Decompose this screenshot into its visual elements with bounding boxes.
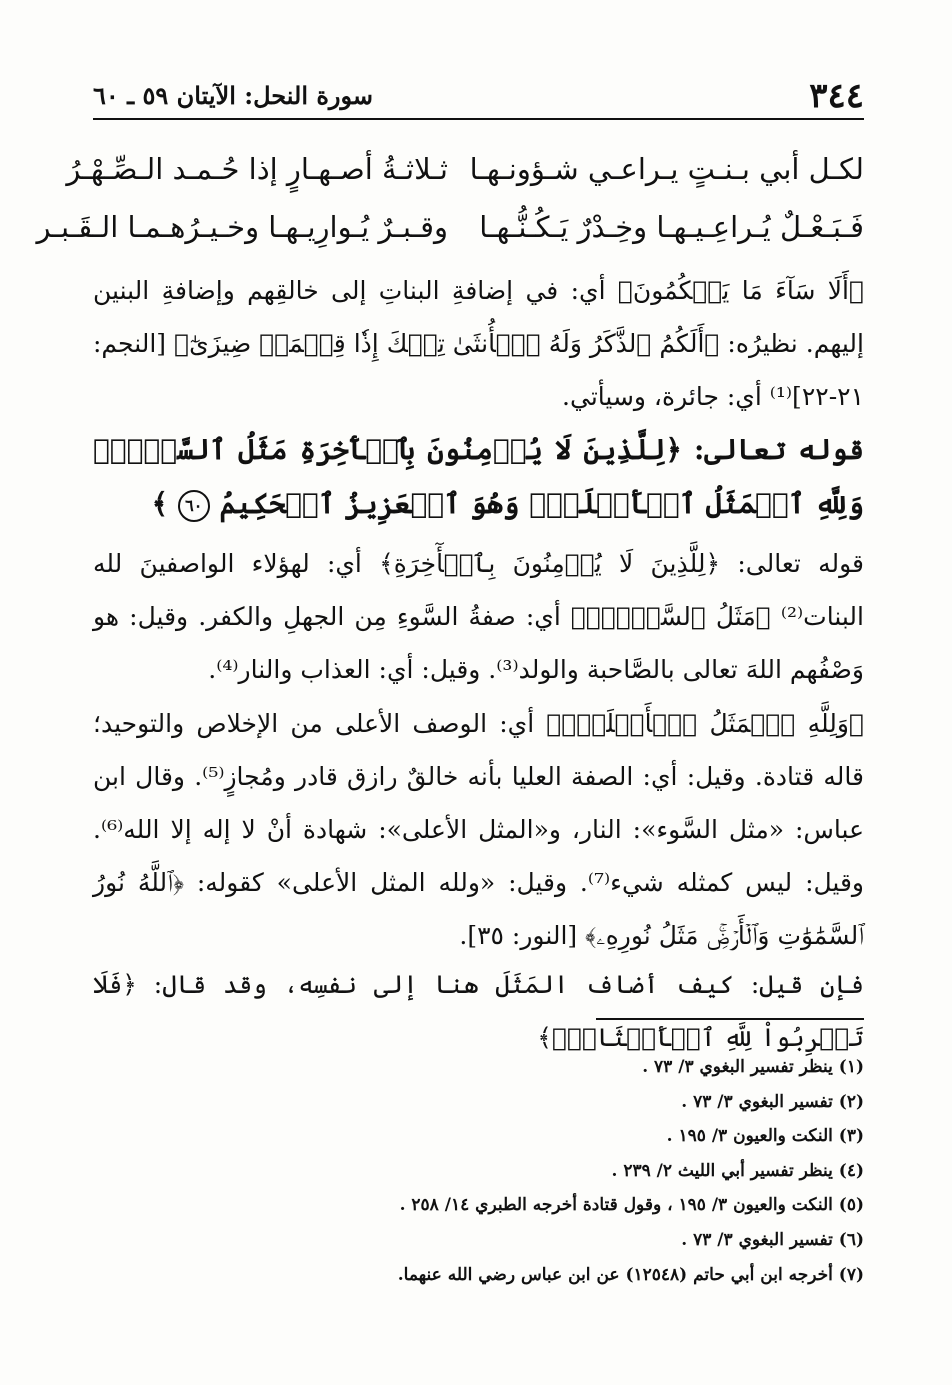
footnote: (٤) ينظر تفسير أبي الليث ٢/ ٢٣٩ .	[611, 1160, 864, 1181]
heading-lead: قوله تعالى:	[693, 433, 864, 466]
paragraph: ﴿أَلَا سَآءَ مَا يَحۡكُمُونَ﴾ أي: في إضافةِ البناتِ إلى خالقِهم وإضافةِ البنين إليهم. نظيرُه: ﴿أَلَكُمُ ٱلذَّكَرُ وَلَهُ ٱلۡأُنثَىٰ تِلۡكَ إِذٗا قِسۡمَةٞ ضِيزَىٰٓ﴾ [النجم: ٢١-٢٢]⁽¹⁾ أي: جائرة، وسيأتي.	[93, 276, 864, 411]
paragraph: ﴿وَلِلَّهِ ٱلۡمَثَلُ ٱلۡأَعۡلَىٰۚ﴾ أي: الوصف الأعلى من الإخلاص والتوحيد؛ قاله قتادة. وقيل: أي: الصفة العليا بأنه خالقٌ رازق قادر ومُجازٍ⁽⁵⁾. وقال ابن عباس: «مثل السَّوء»: النار، و«المثل الأعلى»: شهادة أنْ لا إله إلا الله⁽⁶⁾. وقيل: ليس كمثله شيء⁽⁷⁾. وقيل: «ولله المثل الأعلى» كقوله: ﴿ٱللَّهُ نُورُ ٱلسَّمَٰوَٰتِ وَٱلۡأَرۡضِۚ مَثَلُ نُورِهِۦ﴾ [النور: ٣٥].	[93, 709, 864, 950]
footnotes	[93, 1050, 864, 1292]
poem-hemistich-second: ثـلاثـةُ أصـهـارٍ إذا حُـمـد الـصِّـهْـرُ	[66, 152, 448, 186]
footnote: (٢) تفسير البغوي ٣/ ٧٣ .	[681, 1091, 864, 1112]
verse-heading	[93, 423, 864, 531]
header-rule	[93, 118, 864, 120]
footnote: (٥) النكت والعيون ٣/ ١٩٥ ، وقول قتادة أخرجه الطبري ١٤/ ٢٥٨ .	[399, 1195, 864, 1216]
footnote: (٧) أخرجه ابن أبي حاتم (١٢٥٤٨) عن ابن عباس رضي الله عنهما.	[397, 1264, 864, 1285]
poem-hemistich-first: لكـل أبي بـنـتٍ يـراعـي شـؤونـهـا	[469, 152, 864, 186]
page-number: ٣٤٤	[809, 76, 864, 116]
poem-hemistich-second: وقـبـرٌ يُـوارِيـهـا وخـيـرُهـمـا الـقَـبـر	[36, 210, 448, 244]
footnote: (٣) النكت والعيون ٣/ ١٩٥ .	[666, 1126, 864, 1147]
poem-verse	[36, 210, 864, 260]
poem-hemistich-first: فَـبَـعْـلٌ يُـراعِـيـهـا وخِـدْرٌ يَـكُـنُّـهـا	[479, 210, 864, 244]
footnote-rule	[596, 1018, 864, 1020]
footnote: (٦) تفسير البغوي ٣/ ٧٣ .	[681, 1229, 864, 1250]
heading-verse-close: ﴾	[151, 487, 168, 520]
running-title: سورة النحل: الآيتان ٥٩ ـ ٦٠	[93, 81, 374, 110]
heading-verse: ﴿لِلَّذِينَ لَا يُؤۡمِنُونَ بِٱلۡأٓخِرَةِ مَثَلُ ٱلسَّوۡءِۖ وَلِلَّهِ ٱلۡمَثَلُ ٱلۡأَعۡلَىٰۚ وَهُوَ ٱلۡعَزِيزُ ٱلۡحَكِيمُ	[93, 433, 864, 520]
paragraph: فإن قيل: كيف أضاف المَثَلَ هنا إلى نفسِه، وقد قال: ﴿فَلَا تَضۡرِبُواْ لِلَّهِ ٱلۡأَمۡثَالَۚ﴾	[93, 970, 864, 1052]
running-header	[93, 76, 864, 116]
ayah-number-marker: ٦٠	[178, 490, 210, 522]
poem-verse	[66, 152, 864, 202]
paragraph: قوله تعالى: ﴿لِلَّذِينَ لَا يُؤۡمِنُونَ بِٱلۡأٓخِرَةِ﴾ أي: لهؤلاء الواصفينَ لله البنات⁽²⁾ ﴿مَثَلُ ٱلسَّوۡءِۖ﴾ أي: صفةُ السَّوءِ مِن الجهلِ والكفر. وقيل: هو وَصْفُهم اللهَ تعالى بالصَّاحبة والولد⁽³⁾. وقيل: أي: العذاب والنار⁽⁴⁾.	[93, 549, 864, 684]
footnote: (١) ينظر تفسير البغوي ٣/ ٧٣ .	[642, 1057, 864, 1077]
